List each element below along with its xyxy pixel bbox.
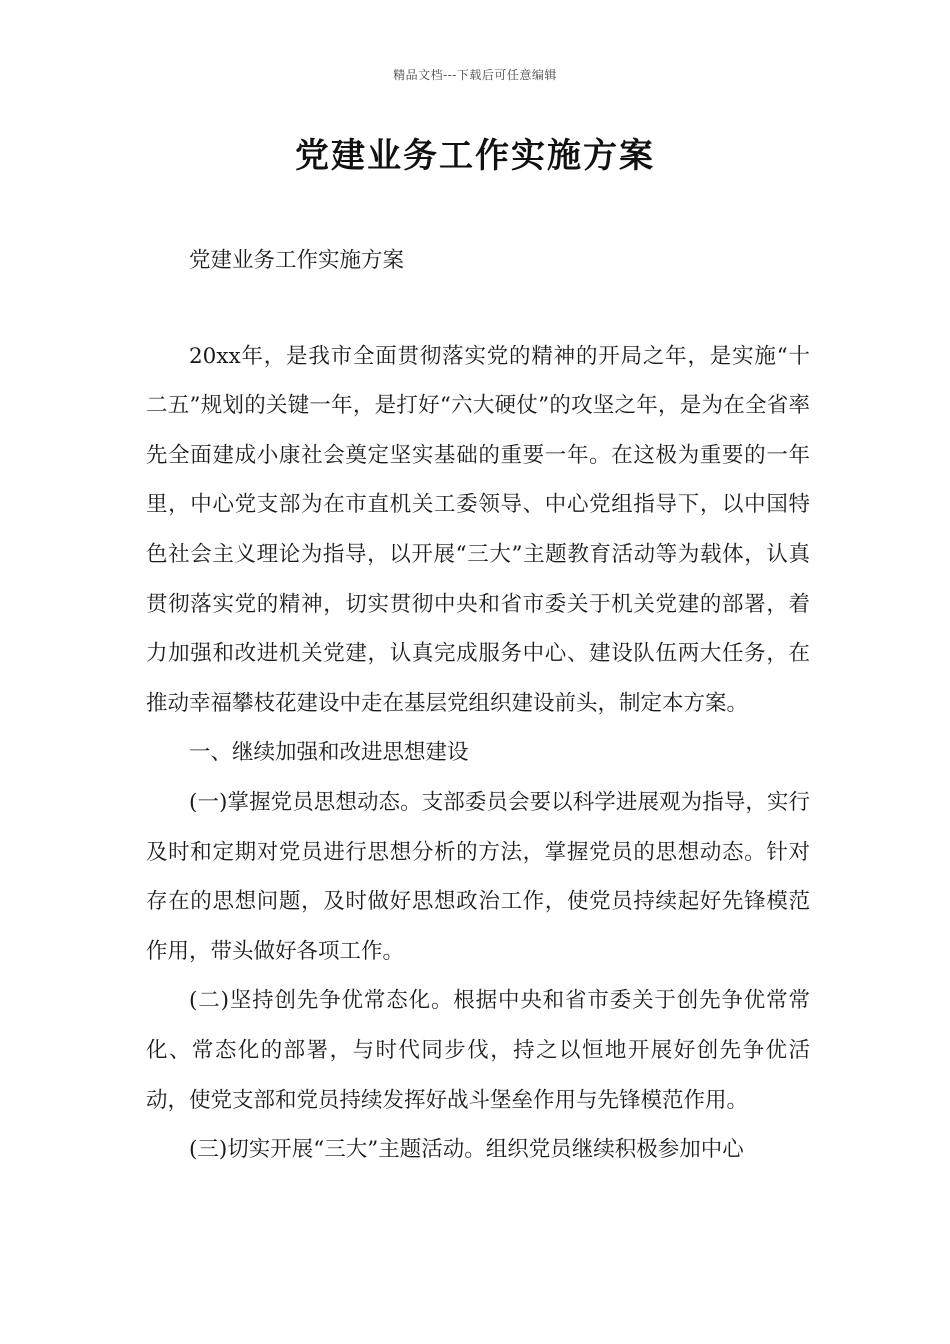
paragraph-item-1: (一)掌握党员思想动态。支部委员会要以科学进展观为指导，实行及时和定期对党员进行思想分析的方法，掌握党员的思想动态。针对存在的思想问题，及时做好思想政治工作，使党员持续起好先锋模范作用，带头做好各项工作。 (146, 789, 810, 964)
paragraph-item-3: (三)切实开展“三大”主题活动。组织党员继续积极参加中心 (189, 1137, 744, 1163)
paragraph-item-2: (二)坚持创先争优常态化。根据中央和省市委关于创先争优常常化、常态化的部署，与时代同步伐，持之以恒地开展好创先争优活动，使党支部和党员持续发挥好战斗堡垒作用与先锋模范作用。 (146, 988, 810, 1113)
document-title: 党建业务工作实施方案 (295, 136, 655, 176)
header-note: 精品文档---下载后可任意编辑 (393, 68, 557, 82)
section-heading: 一、继续加强和改进思想建设 (189, 740, 469, 766)
document-body (146, 236, 810, 1175)
intro-paragraph: 20xx年，是我市全面贯彻落实党的精神的开局之年，是实施“十二五”规划的关键一年，是打好“六大硬仗”的攻坚之年，是为在全省率先全面建成小康社会奠定坚实基础的重要一年。在这极为重要的一年里，中心党支部为在市直机关工委领导、中心党组指导下，以中国特色社会主义理论为指导，以开展“三大”主题教育活动等为载体，认真贯彻落实党的精神，切实贯彻中央和省市委关于机关党建的部署，着力加强和改进机关党建，认真完成服务中心、建设队伍两大任务，在推动幸福攀枝花建设中走在基层党组织建设前头，制定本方案。 (146, 343, 810, 716)
body-subtitle: 党建业务工作实施方案 (189, 248, 405, 273)
